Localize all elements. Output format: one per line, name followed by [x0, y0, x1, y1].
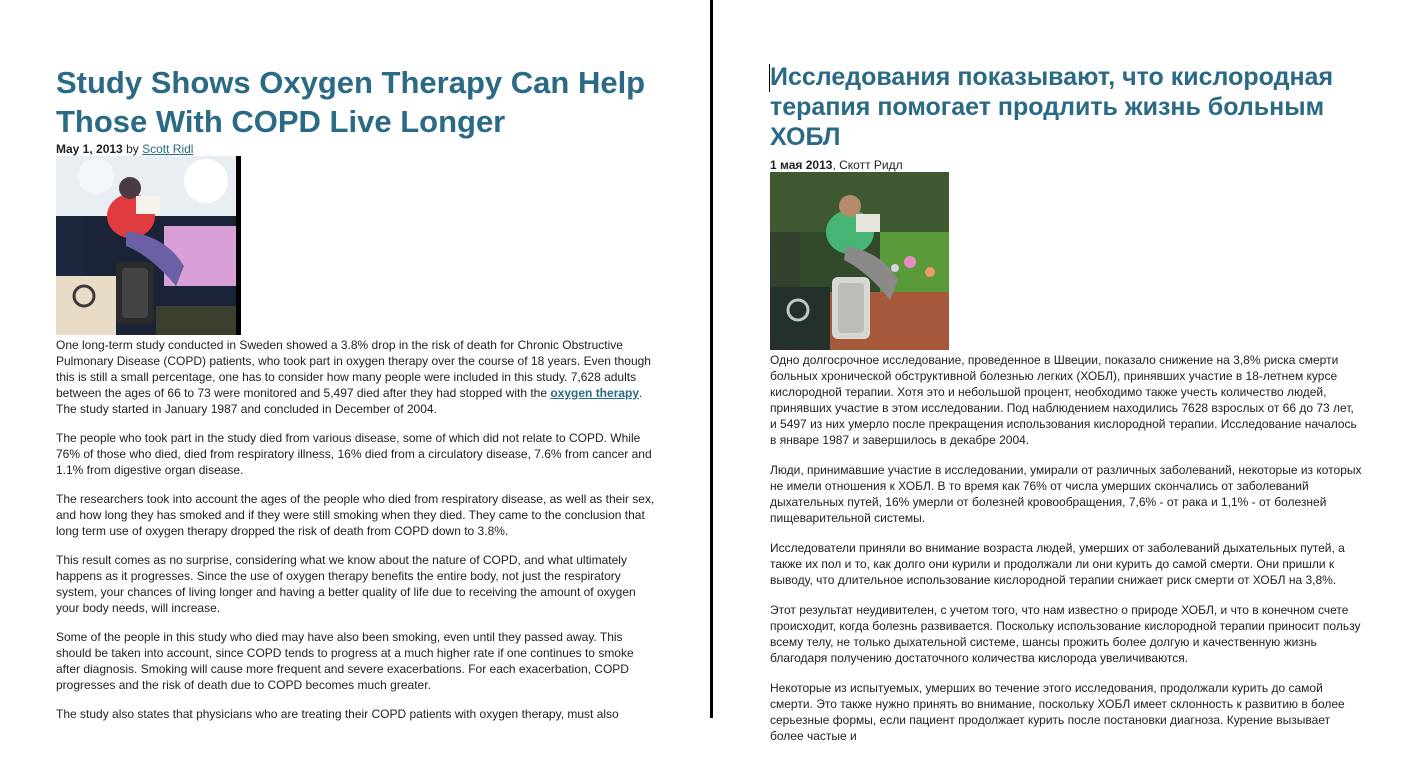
english-article-body: [56, 337, 660, 735]
russian-paragraph-1: Одно долгосрочное исследование, проведенное в Швеции, показало снижение на 3,8% риска смерти больных хронической обструктивной болезнью легких (ХОБЛ), принявших участие в 18-летнем курсе кислородной терапии. Хотя это и небольшой процент, необходимо также учесть количество людей, принявших участие в этом исследовании. Под наблюдением находились 7628 взрослых от 66 до 73 лет, и 5497 из них умерло после прекращения использования кислородной терапии. Исследование началось в январе 1987 и завершилось в декабре 2004.: [770, 353, 1357, 447]
english-byline: [56, 142, 193, 156]
english-article-title: Study Shows Oxygen Therapy Can Help Those With COPD Live Longer: [56, 65, 646, 139]
page-divider: [710, 0, 713, 718]
russian-paragraph-5: Некоторые из испытуемых, умерших во течение этого исследования, продолжали курить до самой смерти. Это также нужно принять во внимание, поскольку ХОБЛ имеет склонность к развитию в более серьезные формы, если пациент продолжает курить после постановки диагноза. Курение вызывает более частые и: [770, 681, 1345, 743]
english-paragraph-1: [56, 337, 660, 417]
english-author-link[interactable]: Scott Ridl: [142, 142, 194, 156]
russian-paragraph-3: Исследователи приняли во внимание возраста людей, умерших от заболеваний дыхательных путей, а также их пол и то, как долго они курили и продолжали ли они курить до самой смерти. Они пришли к выводу, что длительное использование кислородной терапии снижает риск смерти от ХОБЛ на 3,8%.: [770, 541, 1345, 587]
russian-article-title: Исследования показывают, что кислородная терапия помогает продлить жизнь больным ХОБЛ: [770, 63, 1334, 151]
russian-paragraph-2: Люди, принимавшие участие в исследовании, умирали от различных заболеваний, некоторые из которых не имели отношения к ХОБЛ. В то время как 76% от числа умерших скончались от заболеваний дыхательных путей, 16% умерли от болезней кровообращения, 7,6% - от рака и 1,1% - от болезней пищеварительной системы.: [770, 463, 1362, 525]
english-article-photo-inverted: [56, 156, 241, 335]
english-paragraph-4: This result comes as no surprise, considering what we know about the nature of COPD, and what ultimately happens as it progresses. Since the use of oxygen therapy benefits the entire body, not just the respiratory system, your chances of living longer and having a better quality of life due to receiving the amount of oxygen your body needs, will increase.: [56, 553, 636, 615]
english-date: May 1, 2013: [56, 142, 123, 156]
photo-illustration: [770, 172, 949, 350]
russian-article-photo: [770, 172, 949, 350]
russian-paragraph-4: Этот результат неудивителен, с учетом того, что нам известно о природе ХОБЛ, и что в конечном счете происходит, когда болезнь развивается. Поскольку использование кислородной терапии приносит пользу всему телу, не только дыхательной системе, шансы прожить более долгую и качественную жизнь благодаря получению достаточного количества кислорода увеличиваются.: [770, 603, 1361, 665]
russian-author: , Скотт Ридл: [832, 158, 903, 172]
english-by: by: [126, 142, 139, 156]
english-paragraph-5: Some of the people in this study who died may have also been smoking, even until they passed away. This should be taken into account, since COPD tends to progress at a much higher rate if one continues to smoke after diagnosis. Smoking will cause more frequent and severe exacerbations. For each exacerbation, COPD progresses and the risk of death due to COPD becomes much greater.: [56, 630, 634, 692]
russian-byline: [770, 158, 903, 172]
english-paragraph-3: The researchers took into account the ages of the people who died from respiratory disease, as well as their sex, and how long they has smoked and if they were still smoking when they died. They came to the conclusion that long term use of oxygen therapy dropped the risk of death from COPD down to 3.8%.: [56, 492, 655, 538]
russian-date: 1 мая 2013: [770, 158, 833, 172]
english-p1-text-end: . The study started in January 1987 and concluded in December of 2004.: [56, 386, 643, 416]
english-p1-text: One long-term study conducted in Sweden showed a 3.8% drop in the risk of death for Chronic Obstructive Pulmonary Disease (COPD) patients, who took part in oxygen therapy over the course of 18 years. Even though this is still a small percentage, one has to consider how many people were included in this study. 7,628 adults between the ages of 66 to 73 were monitored and 5,497 died after they had stopped with the: [56, 338, 651, 400]
photo-illustration-inverted: [56, 156, 241, 335]
english-paragraph-6: The study also states that physicians who are treating their COPD patients with oxygen therapy, must also: [56, 707, 619, 721]
oxygen-therapy-link[interactable]: oxygen therapy: [550, 386, 640, 400]
english-paragraph-2: The people who took part in the study died from various disease, some of which did not relate to COPD. While 76% of those who died, died from respiratory illness, 16% died from a circulatory disease, 7.6% from cancer and 1.1% from digestive organ disease.: [56, 431, 652, 477]
russian-article-body: [770, 352, 1362, 758]
